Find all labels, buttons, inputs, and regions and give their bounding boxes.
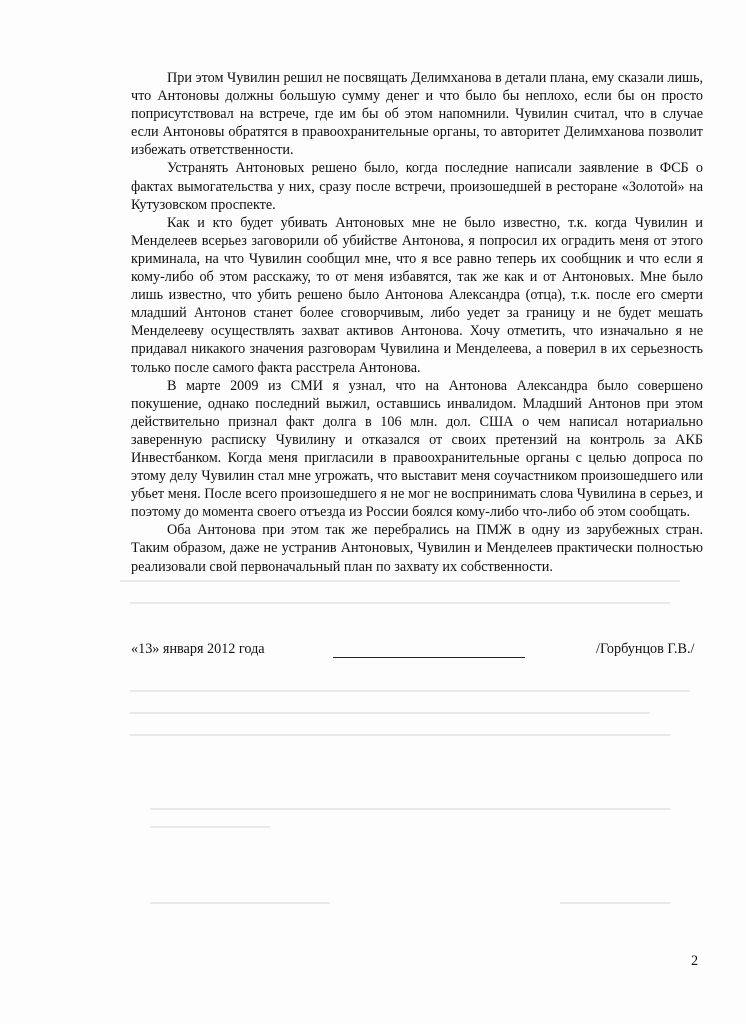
show-through-line bbox=[130, 602, 670, 604]
show-through-line bbox=[130, 712, 650, 714]
show-through-line bbox=[130, 734, 670, 736]
letter-body bbox=[131, 69, 703, 576]
paragraph: Устранять Антоновых решено было, когда последние написали заявление в ФСБ о фактах вымогательства у них, сразу после встречи, произошедшей в ресторане «Золотой» на Кутузовском проспекте. bbox=[131, 160, 703, 213]
paragraph: Оба Антонова при этом так же перебрались на ПМЖ в одну из зарубежных стран. Таким образом, даже не устранив Антоновых, Чувилин и Менделеев практически полностью реализовали свой первоначальный план по захвату их собственности. bbox=[131, 522, 703, 575]
show-through-line bbox=[120, 580, 680, 582]
signature-date: «13» января 2012 года bbox=[131, 641, 265, 657]
show-through-line bbox=[150, 826, 270, 828]
show-through-line bbox=[130, 690, 690, 692]
show-through-line bbox=[150, 902, 330, 904]
page-number: 2 bbox=[691, 953, 699, 969]
signature-line bbox=[333, 657, 525, 658]
paragraph: Как и кто будет убивать Антоновых мне не было известно, т.к. когда Чувилин и Менделеев всерьез заговорили об убийстве Антонова, я попросил их оградить меня от этого криминала, на что Чувилин сообщил мне, что я все равно теперь их сообщник и что если я кому-либо об этом расскажу, то от меня избавятся, так же как и от Антоновых. Мне было лишь известно, что убить решено было Антонова Александра (отца), т.к. после его смерти младший Антонов станет более сговорчивым, либо уедет за границу и не будет мешать Менделееву осуществлять захват активов Антонова. Хочу отметить, что изначально я не придавал никакого значения разговорам Чувилина и Менделеева, а поверил в их серьезность только после самого факта расстрела Антонова. bbox=[131, 214, 703, 376]
signatory-name: /Горбунцов Г.В./ bbox=[596, 641, 695, 657]
show-through-line bbox=[560, 902, 670, 904]
show-through-line bbox=[150, 808, 670, 810]
paragraph: В марте 2009 из СМИ я узнал, что на Антонова Александра было совершено покушение, однако последний выжил, оставшись инвалидом. Младший Антонов при этом действительно признал факт долга в 106 млн. дол. США о чем написал нотариально заверенную расписку Чувилину и отказался от своих претензий на контроль за АКБ Инвестбанком. Когда меня пригласили в правоохранительные органы с целью допроса по этому делу Чувилин стал мне угрожать, что выставит меня соучастником произошедшего или убьет меня. После всего произошедшего я не мог не воспринимать слова Чувилина в серьез, и поэтому до момента своего отъезда из России боялся кому-либо что-либо об этом сообщать. bbox=[131, 377, 703, 521]
paragraph: При этом Чувилин решил не посвящать Делимханова в детали плана, ему сказали лишь, что Антоновы должны большую сумму денег и что было бы неплохо, если бы он просто поприсутствовал на встрече, где им бы об этом напомнили. Чувилин считал, что в случае если Антоновы обратятся в правоохранительные органы, то авторитет Делимханова позволит избежать ответственности. bbox=[131, 70, 703, 159]
